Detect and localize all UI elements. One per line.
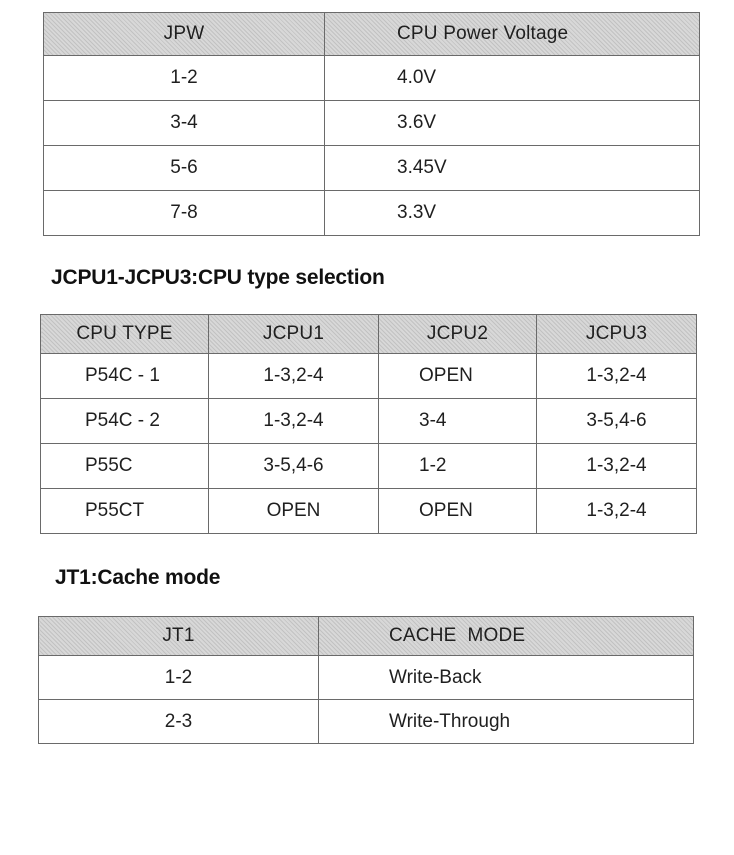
cpu-type-selection-table — [40, 314, 697, 534]
column-header-jcpu3: JCPU3 — [537, 315, 697, 354]
jpw-cell: 1-2 — [44, 56, 325, 101]
table-header-row — [39, 617, 694, 656]
voltage-cell: 3.6V — [325, 101, 700, 146]
section-title-cpu-type-selection: JCPU1-JCPU3:CPU type selection — [51, 266, 385, 289]
cpu-power-voltage-table — [43, 12, 700, 236]
table-row — [41, 399, 697, 444]
voltage-cell: 4.0V — [325, 56, 700, 101]
column-header-cpu-power-voltage: CPU Power Voltage — [325, 13, 700, 56]
cache-mode-table — [38, 616, 694, 744]
voltage-cell: 3.3V — [325, 191, 700, 236]
table-row — [39, 700, 694, 744]
cpu-type-cell: P55CT — [41, 489, 209, 534]
jcpu3-cell: 3-5,4-6 — [537, 399, 697, 444]
table-row — [44, 191, 700, 236]
column-header-jcpu2: JCPU2 — [379, 315, 537, 354]
table-row — [44, 101, 700, 146]
cache-mode-cell: Write-Back — [319, 656, 694, 700]
cpu-type-cell: P54C - 1 — [41, 354, 209, 399]
table-header-row — [44, 13, 700, 56]
jt1-cell: 1-2 — [39, 656, 319, 700]
jcpu2-cell: OPEN — [379, 354, 537, 399]
section-title-cache-mode: JT1:Cache mode — [55, 566, 221, 589]
jcpu3-cell: 1-3,2-4 — [537, 354, 697, 399]
voltage-cell: 3.45V — [325, 146, 700, 191]
jcpu3-cell: 1-3,2-4 — [537, 489, 697, 534]
column-header-cpu-type: CPU TYPE — [41, 315, 209, 354]
jcpu3-cell: 1-3,2-4 — [537, 444, 697, 489]
jt1-cell: 2-3 — [39, 700, 319, 744]
jpw-cell: 7-8 — [44, 191, 325, 236]
jcpu2-cell: OPEN — [379, 489, 537, 534]
jcpu1-cell: 1-3,2-4 — [209, 354, 379, 399]
table-row — [44, 146, 700, 191]
column-header-jt1: JT1 — [39, 617, 319, 656]
table-row — [39, 656, 694, 700]
jcpu2-cell: 1-2 — [379, 444, 537, 489]
table-header-row — [41, 315, 697, 354]
jpw-cell: 5-6 — [44, 146, 325, 191]
jcpu1-cell: 1-3,2-4 — [209, 399, 379, 444]
jcpu1-cell: OPEN — [209, 489, 379, 534]
jcpu2-cell: 3-4 — [379, 399, 537, 444]
cpu-type-cell: P55C — [41, 444, 209, 489]
table-row — [41, 354, 697, 399]
column-header-jpw: JPW — [44, 13, 325, 56]
column-header-jcpu1: JCPU1 — [209, 315, 379, 354]
table-row — [41, 444, 697, 489]
cpu-type-cell: P54C - 2 — [41, 399, 209, 444]
column-header-cache-mode: CACHE MODE — [319, 617, 694, 656]
cache-mode-cell: Write-Through — [319, 700, 694, 744]
jcpu1-cell: 3-5,4-6 — [209, 444, 379, 489]
table-row — [41, 489, 697, 534]
table-row — [44, 56, 700, 101]
jpw-cell: 3-4 — [44, 101, 325, 146]
